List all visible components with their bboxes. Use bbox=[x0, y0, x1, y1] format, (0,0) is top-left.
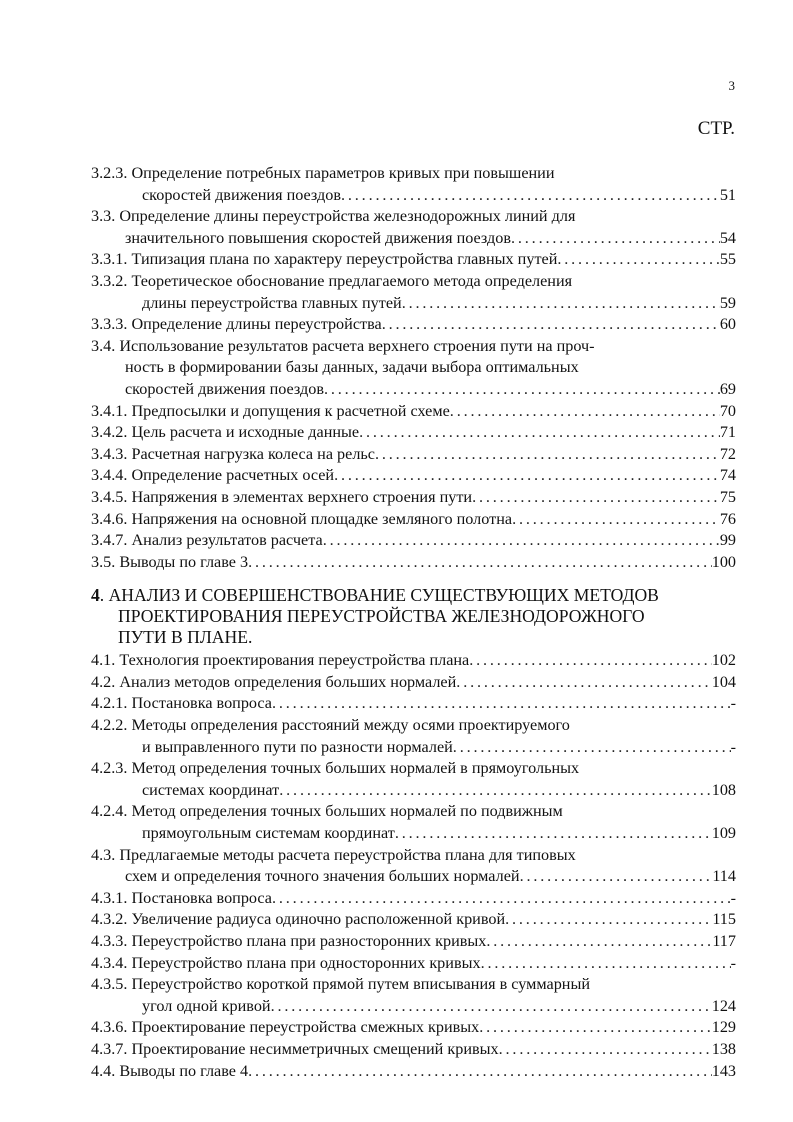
toc-entry-title: 4.3.2. Увеличение радиуса одиночно расположенной кривой bbox=[91, 910, 506, 929]
toc-entry-title: 4.3.4. Переустройство плана при односторонних кривых bbox=[91, 953, 481, 972]
toc-entry bbox=[91, 1061, 736, 1083]
toc-entry-last-line bbox=[91, 737, 736, 759]
toc-entry-title: 3.5. Выводы по главе 3 bbox=[91, 552, 249, 571]
toc-entry-title: 4.3.6. Проектирование переустройства смежных кривых bbox=[91, 1018, 480, 1037]
dot-leader bbox=[456, 672, 711, 694]
toc-entry bbox=[91, 271, 736, 314]
toc-entry-page: 51 bbox=[719, 185, 736, 204]
dot-leader bbox=[271, 996, 712, 1018]
toc-entry-last-line bbox=[91, 693, 736, 715]
toc-entry bbox=[91, 909, 736, 931]
toc-entry-last-line bbox=[91, 953, 736, 975]
toc-entry-title: скоростей движения поездов bbox=[125, 379, 324, 398]
toc-entry bbox=[91, 336, 736, 401]
toc-entry-last-line bbox=[91, 401, 736, 423]
toc-entry-last-line bbox=[91, 1017, 736, 1039]
toc-entry-last-line bbox=[91, 228, 736, 250]
dot-leader bbox=[453, 737, 731, 759]
toc-entry-line: 3.3.2. Теоретическое обоснование предлагаемого метода определения bbox=[91, 271, 573, 290]
toc-entry-line: 4.3.5. Переустройство короткой прямой путем вписывания в суммарный bbox=[91, 975, 590, 994]
toc-entry bbox=[91, 163, 736, 206]
toc-entry-page: 71 bbox=[719, 423, 736, 442]
toc-entry-title: 4.2.1. Постановка вопроса bbox=[91, 694, 272, 713]
toc-entry-last-line bbox=[91, 487, 736, 509]
toc-entry-last-line bbox=[91, 1061, 736, 1083]
toc-entry bbox=[91, 974, 736, 1017]
toc-entry-last-line bbox=[91, 249, 736, 271]
chapter-title-part-1: . АНАЛИЗ И СОВЕРШЕНСТВОВАНИЕ СУЩЕСТВУЮЩИХ МЕТОДОВ bbox=[99, 585, 659, 606]
dot-leader bbox=[323, 530, 720, 552]
toc-entry-page: 60 bbox=[719, 315, 736, 334]
toc-entry-page: - bbox=[730, 737, 736, 756]
toc-entry bbox=[91, 422, 736, 444]
toc-entry bbox=[91, 801, 736, 844]
dot-leader bbox=[272, 888, 731, 910]
toc-entry-title: схем и определения точного значения больших нормалей bbox=[125, 867, 520, 886]
toc-entry bbox=[91, 401, 736, 423]
toc-entry bbox=[91, 715, 736, 758]
dot-leader bbox=[341, 185, 720, 207]
chapter-heading-line-1 bbox=[91, 585, 736, 606]
dot-leader bbox=[402, 293, 720, 315]
toc-entry-title: 3.4.6. Напряжения на основной площадке земляного полотна bbox=[91, 509, 513, 528]
dot-leader bbox=[324, 379, 720, 401]
toc-entry-last-line bbox=[91, 866, 736, 888]
toc-entry-last-line bbox=[91, 909, 736, 931]
toc-entry bbox=[91, 206, 736, 249]
toc-entry-last-line bbox=[91, 314, 736, 336]
table-of-contents bbox=[0, 163, 793, 1082]
toc-entry-last-line bbox=[91, 650, 736, 672]
toc-entry bbox=[91, 650, 736, 672]
chapter-heading-line-2: ПРОЕКТИРОВАНИЯ ПЕРЕУСТРОЙСТВА ЖЕЛЕЗНОДОРОЖНОГО bbox=[118, 606, 645, 627]
toc-entry-title: скоростей движения поездов bbox=[142, 185, 341, 204]
toc-entry bbox=[91, 888, 736, 910]
toc-entry bbox=[91, 314, 736, 336]
toc-entry-last-line bbox=[91, 888, 736, 910]
toc-entry-page: 115 bbox=[712, 910, 736, 929]
toc-entry-title: 3.4.4. Определение расчетных осей bbox=[91, 466, 335, 485]
toc-entry-line: 3.3. Определение длины переустройства железнодорожных линий для bbox=[91, 207, 576, 226]
toc-entry-line: 4.2.4. Метод определения точных больших нормалей по подвижным bbox=[91, 802, 563, 821]
toc-entry-title: 3.3.1. Типизация плана по характеру переустройства главных путей bbox=[91, 250, 558, 269]
toc-entry-page: 54 bbox=[719, 228, 736, 247]
toc-entry-title: 4.4. Выводы по главе 4 bbox=[91, 1061, 249, 1080]
toc-entry bbox=[91, 953, 736, 975]
toc-entry-last-line bbox=[91, 996, 736, 1018]
toc-entry-last-line bbox=[91, 530, 736, 552]
toc-entry bbox=[91, 672, 736, 694]
toc-entry-page: 99 bbox=[719, 531, 736, 550]
dot-leader bbox=[382, 314, 720, 336]
toc-entry bbox=[91, 1017, 736, 1039]
dot-leader bbox=[469, 650, 711, 672]
toc-entry-title: 3.4.5. Напряжения в элементах верхнего строения пути bbox=[91, 487, 473, 506]
toc-entry bbox=[91, 1039, 736, 1061]
toc-entry-page: 104 bbox=[711, 672, 736, 691]
toc-entry-page: 70 bbox=[719, 401, 736, 420]
toc-entry bbox=[91, 845, 736, 888]
toc-entry-last-line bbox=[91, 552, 736, 574]
toc-entry-page: 117 bbox=[712, 932, 736, 950]
toc-entry bbox=[91, 249, 736, 271]
dot-leader bbox=[248, 552, 712, 574]
toc-entry-title: и выправленного пути по разности нормалей bbox=[142, 737, 453, 756]
toc-entry bbox=[91, 758, 736, 801]
dot-leader bbox=[359, 422, 720, 444]
toc-entry-title: 3.4.3. Расчетная нагрузка колеса на рельс bbox=[91, 444, 375, 463]
toc-entry-page: 74 bbox=[719, 466, 736, 485]
dot-leader bbox=[450, 401, 720, 423]
toc-entry-title: 3.4.1. Предпосылки и допущения к расчетной схеме bbox=[91, 401, 450, 420]
toc-entry bbox=[91, 931, 736, 953]
toc-entry-title: 3.4.7. Анализ результатов расчета bbox=[91, 531, 323, 550]
toc-entry-page: 108 bbox=[711, 780, 736, 799]
toc-entry-page: - bbox=[730, 953, 736, 972]
dot-leader bbox=[279, 780, 711, 802]
toc-entry-title: 4.3.1. Постановка вопроса bbox=[91, 888, 272, 907]
toc-entry bbox=[91, 693, 736, 715]
toc-entry-title: значительного повышения скоростей движения поездов bbox=[125, 228, 511, 247]
toc-entry-line: 4.3. Предлагаемые методы расчета переустройства плана для типовых bbox=[91, 845, 576, 864]
toc-entry-last-line bbox=[91, 444, 736, 466]
chapter-heading-line-3: ПУТИ В ПЛАНЕ. bbox=[118, 627, 253, 648]
toc-entry-title: 4.1. Технология проектирования переустройства плана bbox=[91, 651, 470, 670]
toc-entry-title: длины переустройства главных путей bbox=[142, 293, 402, 312]
dot-leader bbox=[512, 509, 720, 531]
toc-entry-last-line bbox=[91, 509, 736, 531]
toc-entry-page: - bbox=[730, 888, 736, 907]
toc-entry-title: угол одной кривой bbox=[142, 996, 271, 1015]
toc-entry-page: 114 bbox=[712, 867, 736, 886]
toc-entry-line: 3.2.3. Определение потребных параметров кривых при повышении bbox=[91, 164, 555, 182]
toc-entry bbox=[91, 552, 736, 574]
toc-entry-title: 4.3.7. Проектирование несимметричных смещений кривых bbox=[91, 1039, 499, 1058]
toc-entry-page: 55 bbox=[719, 250, 736, 269]
toc-entry-page: 100 bbox=[711, 552, 736, 571]
toc-group-chapter-3 bbox=[0, 163, 793, 573]
toc-entry-page: 138 bbox=[711, 1039, 736, 1058]
page-column-header: СТР. bbox=[697, 118, 735, 139]
toc-entry-last-line bbox=[91, 823, 736, 845]
toc-entry-title: 3.3.3. Определение длины переустройства bbox=[91, 315, 382, 334]
toc-entry-title: системах координат bbox=[142, 780, 280, 799]
toc-entry-last-line bbox=[91, 780, 736, 802]
toc-entry-last-line bbox=[91, 422, 736, 444]
toc-entry-page: 129 bbox=[711, 1018, 736, 1037]
toc-entry-page: 69 bbox=[719, 379, 736, 398]
dot-leader bbox=[511, 228, 720, 250]
toc-entry-last-line bbox=[91, 465, 736, 487]
toc-entry-title: 4.3.3. Переустройство плана при разносторонних кривых bbox=[91, 932, 487, 950]
toc-group-chapter-4 bbox=[0, 650, 793, 1082]
toc-entry-last-line bbox=[91, 379, 736, 401]
toc-entry-last-line bbox=[91, 185, 736, 207]
toc-entry-last-line bbox=[91, 931, 736, 953]
chapter-4-heading bbox=[91, 585, 736, 648]
dot-leader bbox=[395, 823, 712, 845]
toc-entry bbox=[91, 465, 736, 487]
toc-entry-line: ность в формировании базы данных, задачи выбора оптимальных bbox=[125, 358, 579, 377]
toc-entry-last-line bbox=[91, 293, 736, 315]
toc-entry bbox=[91, 487, 736, 509]
toc-entry-page: 102 bbox=[711, 651, 736, 670]
toc-entry bbox=[91, 530, 736, 552]
toc-entry-page: 143 bbox=[711, 1061, 736, 1080]
dot-leader bbox=[479, 1017, 711, 1039]
toc-entry-last-line bbox=[91, 672, 736, 694]
toc-entry-last-line bbox=[91, 1039, 736, 1061]
toc-entry-page: 76 bbox=[719, 509, 736, 528]
dot-leader bbox=[272, 693, 731, 715]
toc-entry bbox=[91, 444, 736, 466]
dot-leader bbox=[557, 249, 719, 271]
toc-entry-line: 4.2.3. Метод определения точных больших нормалей в прямоугольных bbox=[91, 759, 580, 778]
toc-entry bbox=[91, 509, 736, 531]
toc-entry-title: прямоугольным системам координат bbox=[142, 824, 395, 843]
chapter-number: 4 bbox=[91, 585, 100, 606]
dot-leader bbox=[520, 866, 713, 888]
toc-entry-title: 3.4.2. Цель расчета и исходные данные bbox=[91, 423, 360, 442]
dot-leader bbox=[505, 909, 712, 931]
toc-entry-page: - bbox=[730, 694, 736, 713]
dot-leader bbox=[499, 1039, 712, 1061]
page-number: 3 bbox=[728, 78, 735, 93]
dot-leader bbox=[334, 465, 720, 487]
toc-entry-line: 4.2.2. Методы определения расстояний между осями проектируемого bbox=[91, 716, 570, 735]
toc-entry-line: 3.4. Использование результатов расчета верхнего строения пути на проч- bbox=[91, 336, 595, 355]
toc-entry-page: 59 bbox=[719, 293, 736, 312]
dot-leader bbox=[375, 444, 720, 466]
toc-entry-page: 124 bbox=[711, 996, 736, 1015]
dot-leader bbox=[472, 487, 720, 509]
dot-leader bbox=[248, 1061, 712, 1083]
dot-leader bbox=[486, 931, 712, 953]
toc-entry-page: 75 bbox=[719, 487, 736, 506]
toc-entry-page: 109 bbox=[711, 824, 736, 843]
dot-leader bbox=[481, 953, 731, 975]
toc-entry-title: 4.2. Анализ методов определения больших нормалей bbox=[91, 672, 457, 691]
toc-entry-page: 72 bbox=[719, 444, 736, 463]
